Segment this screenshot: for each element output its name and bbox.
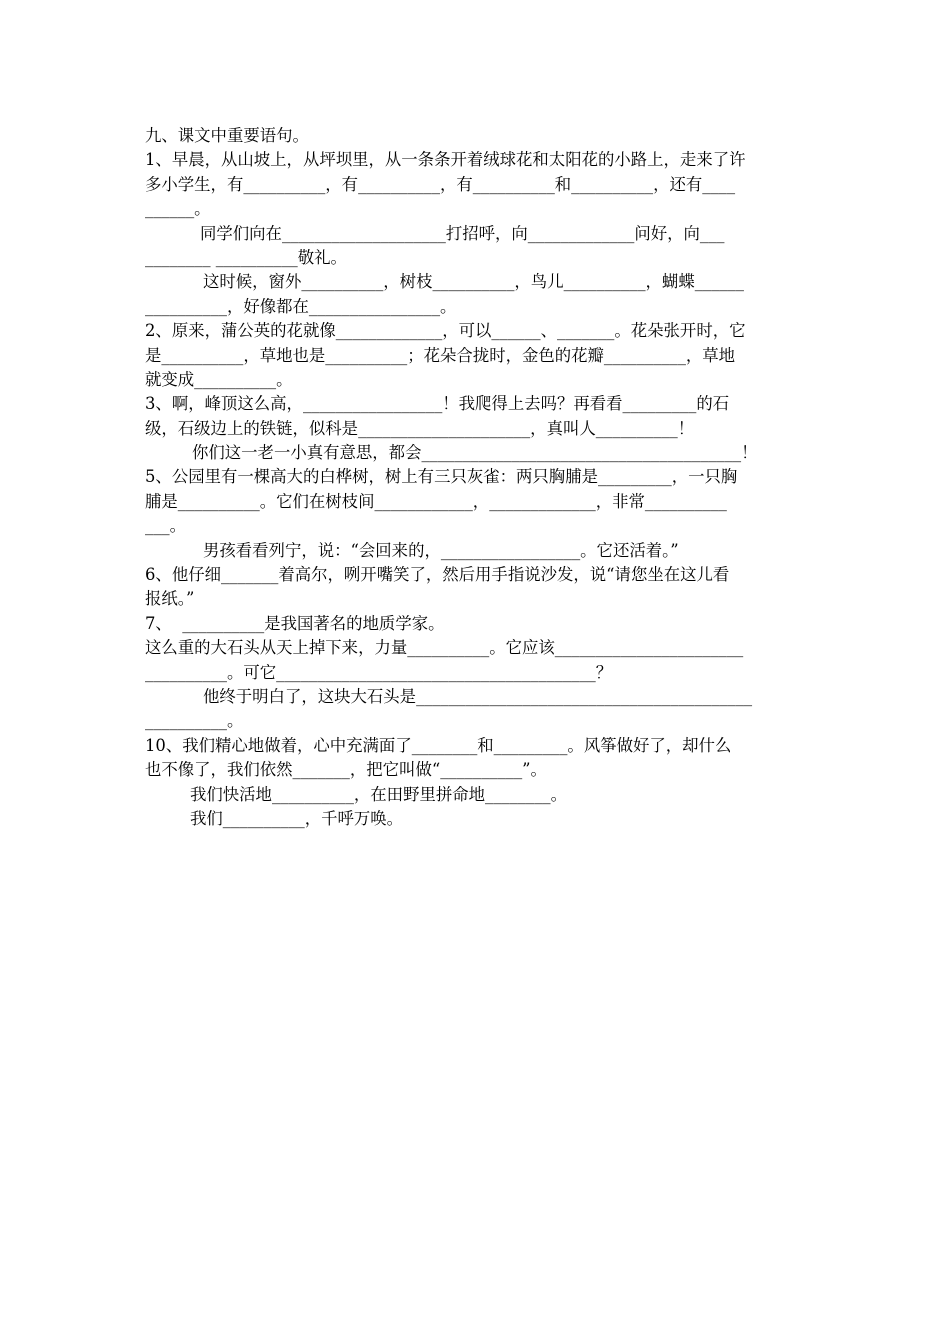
text-line: 1、早晨，从山坡上，从坪坝里，从一条条开着绒球花和太阳花的小路上，走来了许 <box>145 150 746 170</box>
text-line: __________，好像都在________________。 <box>145 296 457 316</box>
text-line: 5、公园里有一棵高大的白桦树，树上有三只灰雀：两只胸脯是_________，一只胸 <box>145 467 738 487</box>
text-line: 我们__________，千呼万唤。 <box>190 808 404 828</box>
section-heading: 九、课文中重要语句。 <box>145 126 309 145</box>
text-line: 你们这一老一小真有意思，都会_______________________________________！ <box>192 443 758 463</box>
text-line: 7、 __________是我国著名的地质学家。 <box>145 613 445 633</box>
text-line: 这时候，窗外__________，树枝__________，鸟儿__________，蝴蝶______ <box>203 272 744 292</box>
text-line: 脯是__________。它们在树枝间____________，_____________，非常__________ <box>145 491 727 511</box>
text-line: 他终于明白了，这块大石头是_________________________________________ <box>203 686 753 706</box>
text-line: 报纸。” <box>145 589 195 609</box>
text-line: __________。可它_______________________________________？ <box>145 662 613 682</box>
text-line: ________ __________敬礼。 <box>145 247 347 267</box>
document-body <box>145 124 810 831</box>
text-line: 男孩看看列宁，说：“会回来的，_________________。它还活着。” <box>203 540 679 560</box>
text-line: 6、他仔细_______着高尔，咧开嘴笑了，然后用手指说沙发，说“请您坐在这儿看 <box>145 565 730 585</box>
text-line: 我们快活地__________，在田野里拼命地________。 <box>190 784 567 804</box>
text-line: 同学们向在____________________打招呼，向_____________问好，向___ <box>200 223 725 243</box>
text-line: 就变成__________。 <box>145 369 293 389</box>
text-line: 多小学生，有__________，有__________，有__________和__________，还有____ <box>145 174 736 194</box>
text-line: 级，石级边上的铁链，似科是_____________________，真叫人__________！ <box>145 418 695 438</box>
text-line: 是__________，草地也是__________；花朵合拢时，金色的花瓣__________，草地 <box>145 345 736 365</box>
text-line: 10、我们精心地做着，心中充满面了________和_________。风筝做好了，却什么 <box>145 735 732 755</box>
text-line: 这么重的大石头从天上掉下来，力量__________。它应该_______________________ <box>145 638 744 658</box>
text-line: 2、原来，蒲公英的花就像_____________，可以______、_______。花朵张开时，它 <box>145 321 746 341</box>
text-line: ______。 <box>145 199 211 219</box>
text-line: 3、啊，峰顶这么高，_________________！我爬得上去吗？再看看_________的石 <box>145 394 730 414</box>
text-line: ___。 <box>145 516 186 536</box>
text-line: 也不像了，我们依然_______，把它叫做“__________”。 <box>145 760 547 780</box>
text-line: __________。 <box>145 711 244 731</box>
